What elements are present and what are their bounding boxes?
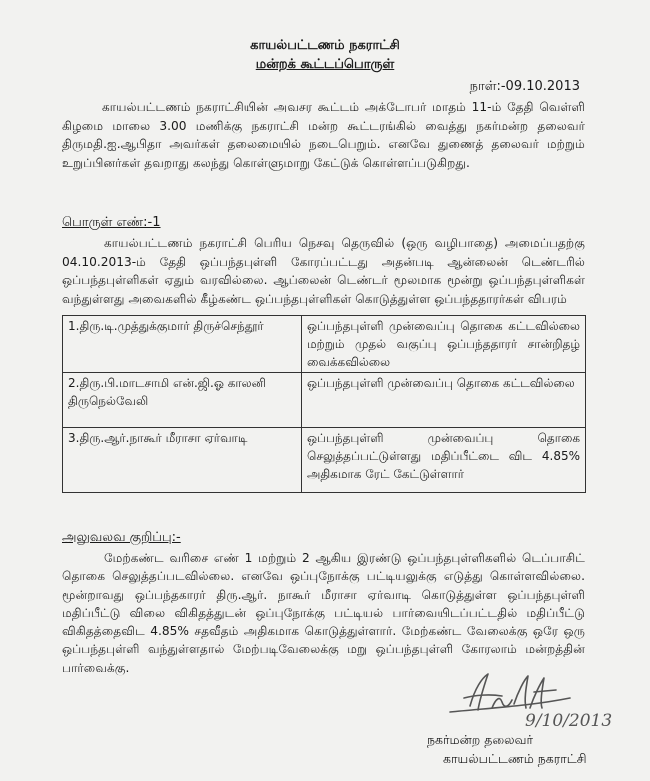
signatory-office: காயல்பட்டணம் நகராட்சி [443,751,587,766]
document-date: நாள்:-09.10.2013 [469,79,580,94]
page-title: காயல்பட்டணம் நகராட்சி [250,38,400,53]
subject-heading: பொருள் எண்:-1 [62,215,161,230]
signatory-designation: நகர்மன்ற தலைவர் [427,732,534,747]
subject-paragraph: காயல்பட்டணம் நகராட்சி பெரிய நெசவு தெருவில் (ஒரு வழிபாதை) அமைப்பதற்கு 04.10.2013-ம் தேதி ஒப்பந்தபுள்ளி கோரப்பட்டது அதன்படி ஆன்லைன் டெண்டரில் ஒப்பந்தபுள்ளிகள் ஏதும் வரவில்லை. ஆப்லைன் டெண்டர் மூலமாக மூன்று ஒப்பந்தபுள்ளிகள் வந்துள்ளது அவைகளில் கீழ்கண்ட ஒப்பந்தபுள்ளிகள் கொடுத்துள்ள ஒப்பந்ததாரர்கள் விபரம் [62,236,585,306]
contractor-remark: ஒப்பந்தபுள்ளி முன்வைப்பு தொகை கட்டவில்லை [302,373,586,428]
office-note-paragraph: மேற்கண்ட வரிசை எண் 1 மற்றும் 2 ஆகிய இரண்டு ஒப்பந்தபுள்ளிகளில் டெப்பாசிட் தொகை செலுத்தப்படவில்லை. எனவே ஒப்புநோக்கு பட்டியலுக்கு எடுத்து கொள்ளவில்லை. மூன்றாவது ஒப்பந்தகாரர் திரு.ஆர். நாகூர் மீராசா ஏர்வாடி கொடுத்துள்ள ஒப்பந்தபுள்ளி மதிப்பீட்டு விலை விகிதத்துடன் ஒப்புநோக்கு பட்டியல் பார்வையிடப்பட்டதில் மதிப்பீட்டு விகிதத்தைவிட 4.85% சதவீதம் அதிகமாக கொடுத்துள்ளார். மேற்கண்ட வேலைக்கு ஒரே ஒரு ஒப்பந்தபுள்ளி வந்துள்ளதால் மேற்படிவேலைக்கு மறு ஒப்பந்தபுள்ளி கோரலாம் மன்றத்தின் பார்வைக்கு. [62,551,585,675]
contractor-remark: ஒப்பந்தபுள்ளி முன்வைப்பு தொகை கட்டவில்லை மற்றும் முதல் வகுப்பு ஒப்பந்ததாரர் சான்றிதழ் வைக்கவில்லை [302,316,586,373]
office-note-heading: அலுவலவ குறிப்பு:- [62,530,181,545]
intro-paragraph: காயல்பட்டணம் நகராட்சியின் அவசர கூட்டம் அக்டோபர் மாதம் 11-ம் தேதி வெள்ளி கிழமை மாலை 3.00 மணிக்கு நகராட்சி மன்ற கூட்டரங்கில் வைத்து நகர்மன்ற தலைவர் திருமதி.ஐ.ஆபிதா அவர்கள் தலைமையில் நடைபெறும். எனவே துணைத் தலைவர் மற்றும் உறுப்பினர்கள் தவறாது கலந்து கொள்ளுமாறு கேட்டுக் கொள்ளப்படுகிறது. [62,100,585,170]
table-row [63,428,586,493]
handwritten-signature [430,668,630,730]
table-row [63,316,586,373]
contractor-remark: ஒப்பந்தபுள்ளி முன்வைப்பு தொகை செலுத்தப்பட்டுள்ளது மதிப்பீட்டை விட 4.85% அதிகமாக ரேட் கேட்டுள்ளார் [302,428,586,493]
contractor-name: 1.திரு.டி.முத்துக்குமார் திருச்செந்தூர் [63,316,302,373]
page-subtitle: மன்றக் கூட்டப்பொருள் [255,57,395,72]
table-row [63,373,586,428]
contractor-name: 3.திரு.ஆர்.நாகூர் மீராசா ஏர்வாடி [63,428,302,493]
contractors-table [62,315,586,493]
contractor-name: 2.திரு.பி.மாடசாமி என்.ஜி.ஓ காலனி திருநெல்வேலி [63,373,302,428]
handwritten-date: 9/10/2013 [525,711,613,730]
